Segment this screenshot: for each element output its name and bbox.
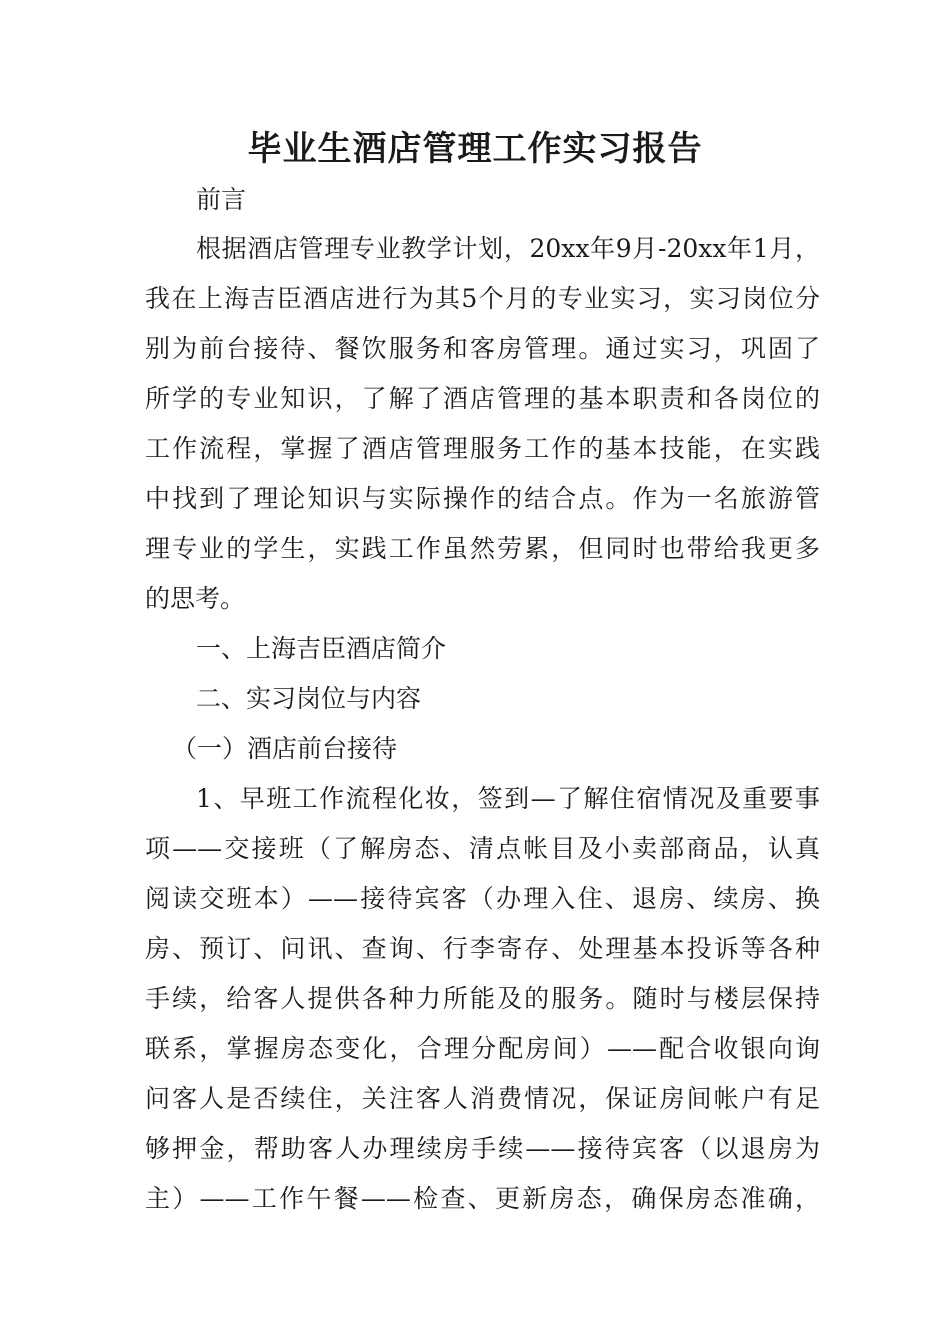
paragraph-line: 的思考。 (145, 584, 246, 613)
paragraph-line: 问客人是否续住，关注客人消费情况，保证房间帐户有足 (145, 1084, 820, 1113)
paragraph-line: 项——交接班（了解房态、清点帐目及小卖部商品，认真 (145, 834, 820, 863)
paragraph-line: 阅读交班本）——接待宾客（办理入住、退房、续房、换 (145, 884, 820, 913)
paragraph-line: 房、预订、问讯、查询、行李寄存、处理基本投诉等各种 (145, 934, 820, 963)
section-heading-1: 一、上海吉臣酒店简介 (196, 634, 447, 663)
paragraph-line: 别为前台接待、餐饮服务和客房管理。通过实习，巩固了 (145, 334, 820, 363)
preface-heading: 前言 (196, 185, 247, 214)
paragraph-line: 中找到了理论知识与实际操作的结合点。作为一名旅游管 (145, 484, 820, 513)
paragraph-line: 理专业的学生，实践工作虽然劳累，但同时也带给我更多 (145, 534, 820, 563)
paragraph-line: 联系，掌握房态变化，合理分配房间）——配合收银向询 (145, 1034, 820, 1063)
section-heading-2: 二、实习岗位与内容 (196, 684, 422, 713)
subsection-heading: （一）酒店前台接待 (172, 734, 398, 763)
paragraph-line: 1、早班工作流程化妆，签到—了解住宿情况及重要事 (196, 784, 820, 813)
paragraph-line: 够押金，帮助客人办理续房手续——接待宾客（以退房为 (145, 1134, 820, 1163)
document-title: 毕业生酒店管理工作实习报告 (247, 129, 703, 169)
paragraph-line: 工作流程，掌握了酒店管理服务工作的基本技能，在实践 (145, 434, 820, 463)
paragraph-line: 所学的专业知识，了解了酒店管理的基本职责和各岗位的 (145, 384, 820, 413)
paragraph-line: 根据酒店管理专业教学计划，20xx年9月-20xx年1月， (196, 234, 820, 263)
paragraph-line: 主）——工作午餐——检查、更新房态，确保房态准确， (145, 1184, 820, 1213)
paragraph-line: 手续，给客人提供各种力所能及的服务。随时与楼层保持 (145, 984, 820, 1013)
paragraph-line: 我在上海吉臣酒店进行为其5个月的专业实习，实习岗位分 (145, 284, 820, 313)
